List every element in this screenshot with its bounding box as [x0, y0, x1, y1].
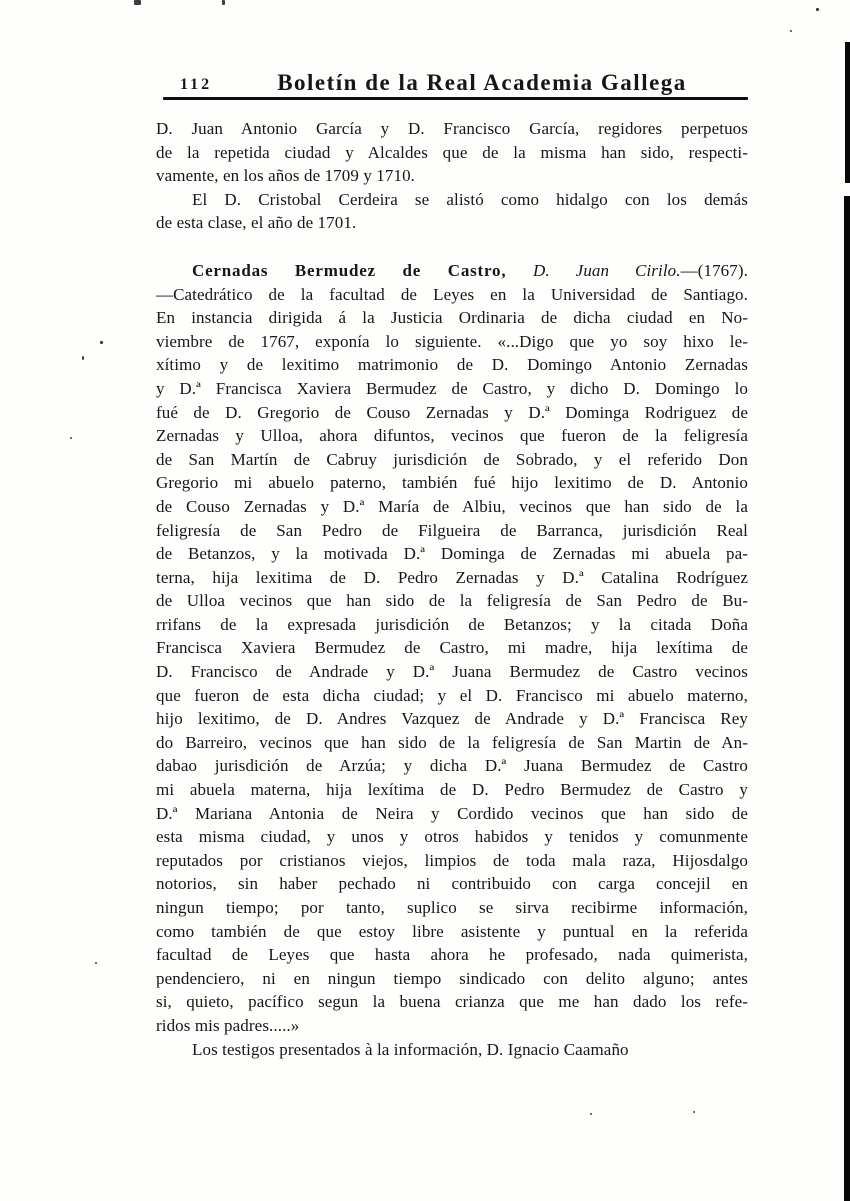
text-run: como también de que estoy libre asistente y puntual en la referida: [156, 921, 748, 941]
text-line: [156, 542, 748, 566]
scan-speck: [82, 356, 84, 360]
text-run: reputados por cristianos viejos, limpios de toda mala raza, Hijosdalgo: [156, 850, 748, 870]
text-run: ridos mis padres.....»: [156, 1015, 300, 1035]
text-line: [156, 754, 748, 778]
scan-speck: [100, 341, 103, 344]
text-run: viembre de 1767, exponía lo siguiente. «...Digo que yo soy hixo le-: [156, 331, 748, 351]
text-run: que fueron de esta dicha ciudad; y el D. Francisco mi abuelo materno,: [156, 685, 748, 705]
paragraph: [156, 117, 748, 188]
text-run: facultad de Leyes que hasta ahora he profesado, nada quimerista,: [156, 945, 748, 965]
text-line: [156, 636, 748, 660]
page-header: [156, 70, 748, 97]
text-line: [156, 967, 748, 991]
paragraph: [156, 1038, 748, 1062]
entry-subject-italic: D. Juan Cirilo.: [533, 260, 681, 280]
page-number: 112: [180, 76, 213, 93]
paragraph: [156, 259, 748, 1038]
text-line: [156, 849, 748, 873]
text-line: [156, 589, 748, 613]
text-line: [156, 283, 748, 307]
text-run: ningun tiempo; por tanto, suplico se sirva recibirme información,: [156, 898, 748, 917]
text-line: [156, 117, 748, 141]
text-run: terna, hija lexitima de D. Pedro Zernadas y D.ª Catalina Rodríguez: [156, 567, 748, 587]
text-line: [156, 1038, 748, 1062]
text-line: [156, 164, 748, 188]
text-run: de Couso Zernadas y D.ª María de Albiu, vecinos que han sido de la: [156, 496, 748, 516]
text-run: de San Martín de Cabruy jurisdición de Sobrado, y el referido Don: [156, 449, 748, 469]
text-line: [156, 825, 748, 849]
text-run: D. Francisco de Andrade y D.ª Juana Bermudez de Castro vecinos: [156, 662, 748, 682]
text-run: fué de D. Gregorio de Couso Zernadas y D.ª Dominga Rodriguez de: [156, 402, 748, 422]
text-line: [156, 1014, 748, 1038]
text-line: [156, 211, 748, 235]
text-line: [156, 188, 748, 212]
journal-title: Boletín de la Real Academia Gallega: [277, 70, 687, 95]
text-line: [156, 802, 748, 826]
scan-speck: [222, 0, 225, 5]
text-line: [156, 448, 748, 472]
text-run: —(1767).: [680, 260, 748, 280]
header-rule: [163, 97, 748, 100]
text-run: vamente, en los años de 1709 y 1710.: [156, 166, 416, 186]
text-line: [156, 896, 748, 920]
text-run: rrifans de la expresada jurisdición de Betanzos; y la citada Doña: [156, 614, 748, 634]
text-line: [156, 401, 748, 425]
text-line: [156, 424, 748, 448]
text-run: notorios, sin haber pechado ni contribuido con carga concejil en: [156, 874, 748, 894]
text-run: xítimo y de lexitimo matrimonio de D. Domingo Antonio Zernadas: [156, 355, 748, 375]
text-run: Gregorio mi abuelo paterno, también fué hijo lexitimo de D. Antonio: [156, 473, 748, 493]
text-run: En instancia dirigida á la Justicia Ordinaria de dicha ciudad en No-: [156, 308, 748, 328]
text-line: [156, 495, 748, 519]
text-run: El D. Cristobal Cerdeira se alistó como hidalgo con los demás: [192, 189, 748, 209]
text-run: —Catedrático de la facultad de Leyes en la Universidad de Santiago.: [156, 284, 748, 304]
text-line: [156, 684, 748, 708]
scan-edge-bar: [844, 196, 850, 1201]
scan-speck: [95, 962, 97, 964]
text-run: de esta clase, el año de 1701.: [156, 213, 357, 233]
entry-name-bold: Cernadas Bermudez de Castro,: [192, 260, 534, 280]
text-run: D.ª Mariana Antonia de Neira y Cordido vecinos que han sido de: [156, 803, 748, 823]
text-run: feligresía de San Pedro de Filgueira de Barranca, jurisdición Real: [156, 520, 748, 540]
text-line: [156, 471, 748, 495]
text-line: [156, 707, 748, 731]
text-line: [156, 990, 748, 1014]
text-line: [156, 141, 748, 165]
text-run: y D.ª Francisca Xaviera Bermudez de Castro, y dicho D. Domingo lo: [156, 378, 748, 398]
text-run: pendenciero, ni en ningun tiempo sindicado con delito alguno; antes: [156, 968, 748, 988]
text-run: de la repetida ciudad y Alcaldes que de la misma han sido, respecti-: [156, 142, 748, 162]
text-run: mi abuela materna, hija lexítima de D. Pedro Bermudez de Castro y: [156, 780, 748, 800]
text-line: [156, 731, 748, 755]
scan-speck: [70, 437, 72, 439]
scan-speck: [134, 0, 141, 5]
text-run: hijo lexitimo, de D. Andres Vazquez de Andrade y D.ª Francisca Rey: [156, 709, 748, 729]
text-line: [156, 259, 748, 283]
text-run: si, quieto, pacífico segun la buena crianza que me han dado los refe-: [156, 992, 748, 1012]
text-line: [156, 519, 748, 543]
text-run: do Barreiro, vecinos que han sido de la feligresía de San Martin de An-: [156, 732, 748, 752]
text-line: [156, 920, 748, 944]
scan-speck: [693, 1111, 695, 1113]
text-line: [156, 778, 748, 802]
text-line: [156, 943, 748, 967]
scan-speck: [816, 8, 819, 11]
scan-speck: [590, 1113, 592, 1115]
text-run: de Ulloa vecinos que han sido de la feligresía de San Pedro de Bu-: [156, 591, 748, 611]
text-line: [156, 306, 748, 330]
text-run: esta misma ciudad, y unos y otros habidos y tenidos y comunmente: [156, 827, 748, 847]
text-run: de Betanzos, y la motivada D.ª Dominga de Zernadas mi abuela pa-: [156, 544, 748, 564]
text-line: [156, 353, 748, 377]
text-line: [156, 566, 748, 590]
scan-edge-bar: [845, 42, 850, 183]
text-line: [156, 660, 748, 684]
text-line: [156, 872, 748, 896]
paragraph: [156, 188, 748, 235]
body-text: [156, 117, 748, 1061]
text-run: Los testigos presentados à la información, D. Ignacio Caamaño: [192, 1039, 629, 1059]
text-line: [156, 330, 748, 354]
text-line: [156, 377, 748, 401]
text-run: Francisca Xaviera Bermudez de Castro, mi madre, hija lexítima de: [156, 638, 748, 658]
scan-speck: [790, 30, 792, 32]
text-run: D. Juan Antonio García y D. Francisco García, regidores perpetuos: [156, 119, 748, 138]
text-run: dabao jurisdición de Arzúa; y dicha D.ª Juana Bermudez de Castro: [156, 756, 748, 776]
text-run: Zernadas y Ulloa, ahora difuntos, vecinos que fueron de la feligresía: [156, 426, 748, 446]
text-line: [156, 613, 748, 637]
